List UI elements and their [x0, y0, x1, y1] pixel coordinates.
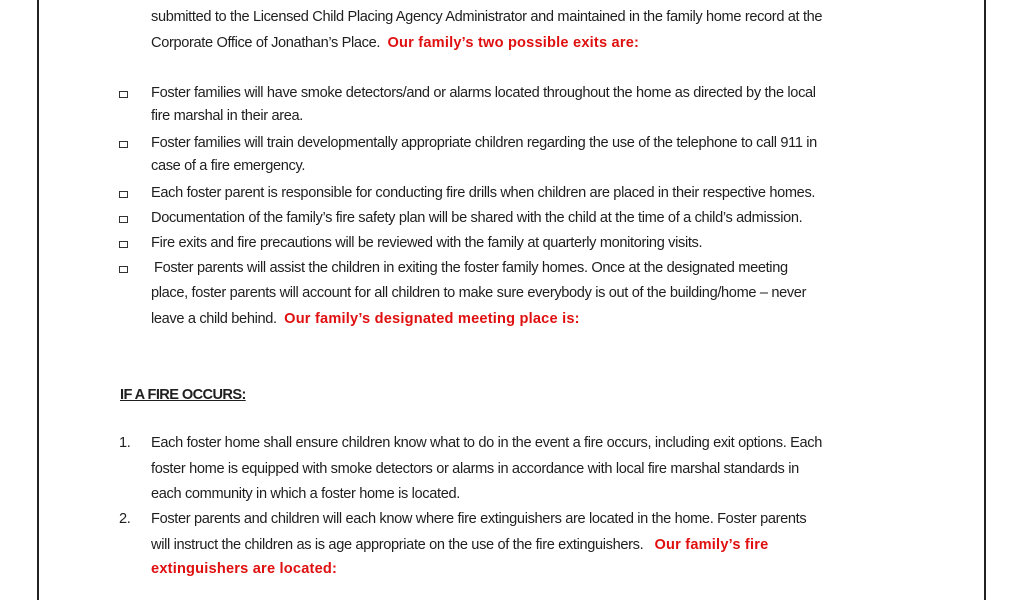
bullet-6-line-2: place, foster parents will account for all children to make sure everybody is out of the building/home – never — [151, 285, 807, 301]
extinguishers-prompt-part-2: extinguishers are located: — [151, 561, 338, 577]
item-2-line-2-text: will instruct the children as is age appropriate on the use of the fire extinguishers. — [151, 537, 644, 553]
intro-line-2-text: Corporate Office of Jonathan’s Place. — [151, 35, 381, 51]
item-2-number: 2. — [119, 511, 131, 527]
checkbox-bullet-icon — [119, 266, 128, 273]
bullet-2-line-2: case of a fire emergency. — [151, 158, 306, 174]
bullet-6-line-1: Foster parents will assist the children in exiting the foster family homes. Once at the designated meeting — [154, 260, 788, 276]
meeting-place-prompt: Our family’s designated meeting place is: — [284, 311, 580, 327]
bullet-2-line-1: Foster families will train developmentally appropriate children regarding the use of the telephone to call 911 in — [151, 135, 817, 151]
item-1-number: 1. — [119, 435, 131, 451]
item-2-line-1: Foster parents and children will each know where fire extinguishers are located in the home. Foster parents — [151, 511, 807, 527]
extinguishers-prompt-part-1: Our family’s fire — [654, 537, 769, 553]
checkbox-bullet-icon — [119, 191, 128, 198]
checkbox-bullet-icon — [119, 91, 128, 98]
bullet-4-line-1: Documentation of the family’s fire safety plan will be shared with the child at the time of a child’s admission. — [151, 210, 803, 226]
checkbox-bullet-icon — [119, 241, 128, 248]
section-heading: IF A FIRE OCCURS: — [120, 387, 246, 403]
bullet-6-line-3-text: leave a child behind. — [151, 311, 277, 327]
item-2-line-2 — [151, 534, 768, 557]
bullet-1-line-2: fire marshal in their area. — [151, 108, 303, 124]
checkbox-bullet-icon — [119, 141, 128, 148]
checkbox-bullet-icon — [119, 216, 128, 223]
bullet-6-line-3 — [151, 308, 580, 331]
bullet-1-line-1: Foster families will have smoke detectors/and or alarms located throughout the home as directed by the local — [151, 85, 816, 101]
bullet-3-line-1: Each foster parent is responsible for conducting fire drills when children are placed in their respective homes. — [151, 185, 816, 201]
item-1-line-1: Each foster home shall ensure children know what to do in the event a fire occurs, including exit options. Each — [151, 435, 822, 451]
item-1-line-2: foster home is equipped with smoke detectors or alarms in accordance with local fire marshal standards in — [151, 461, 799, 477]
exits-prompt: Our family’s two possible exits are: — [387, 35, 640, 51]
item-1-line-3: each community in which a foster home is located. — [151, 486, 460, 502]
intro-line-2 — [151, 32, 639, 55]
intro-line-1: submitted to the Licensed Child Placing Agency Administrator and maintained in the family home record at the — [151, 9, 823, 25]
bullet-5-line-1: Fire exits and fire precautions will be reviewed with the family at quarterly monitoring visits. — [151, 235, 703, 251]
